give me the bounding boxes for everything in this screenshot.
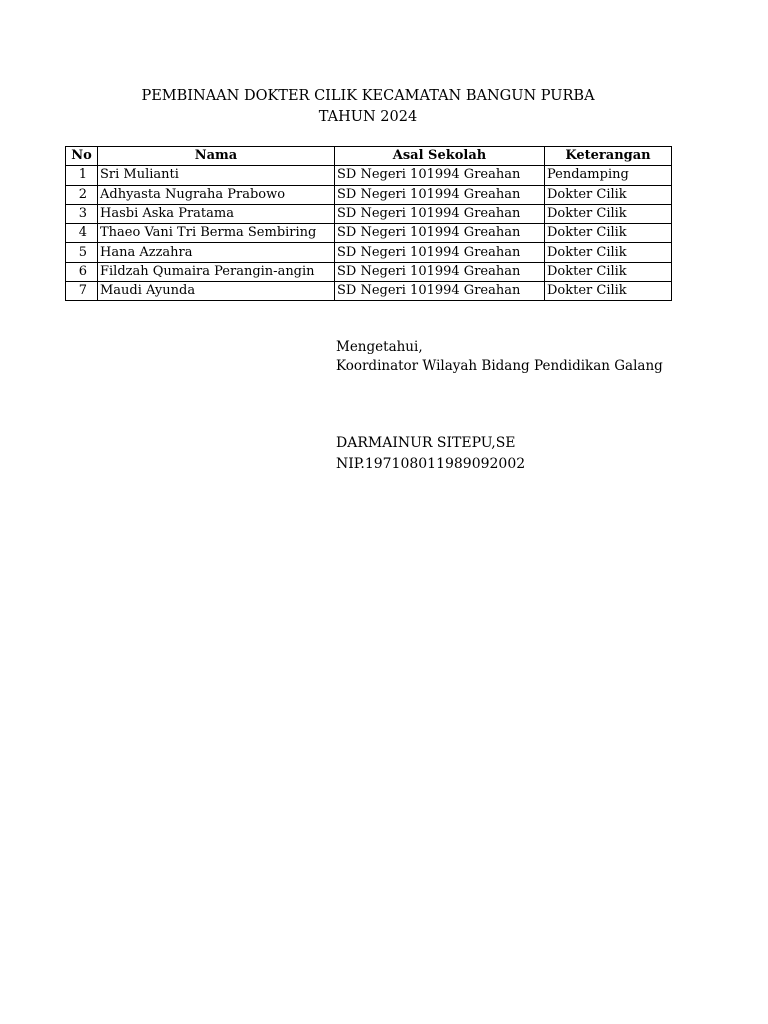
cell-asal-sekolah: SD Negeri 101994 Greahan [335,262,545,281]
cell-keterangan: Dokter Cilik [545,224,672,243]
cell-nama: Fildzah Qumaira Perangin-angin [98,262,335,281]
participants-table [65,146,672,301]
acknowledged-label: Mengetahui, [336,339,423,355]
signatory-name: DARMAINUR SITEPU,SE [336,435,516,451]
table-row [66,243,672,262]
cell-nama: Thaeo Vani Tri Berma Sembiring [98,224,335,243]
cell-keterangan: Dokter Cilik [545,204,672,223]
cell-nama: Adhyasta Nugraha Prabowo [98,185,335,204]
cell-no: 1 [66,166,98,185]
document-year: TAHUN 2024 [318,109,418,125]
cell-asal-sekolah: SD Negeri 101994 Greahan [335,166,545,185]
header-nama: Nama [98,147,335,166]
cell-nama: Hasbi Aska Pratama [98,204,335,223]
signatory-nip: NIP.197108011989092002 [336,456,526,472]
cell-nama: Hana Azzahra [98,243,335,262]
cell-keterangan: Pendamping [545,166,672,185]
cell-no: 7 [66,282,98,301]
header-keterangan: Keterangan [545,147,672,166]
table-row [66,185,672,204]
cell-asal-sekolah: SD Negeri 101994 Greahan [335,224,545,243]
table-row [66,204,672,223]
cell-asal-sekolah: SD Negeri 101994 Greahan [335,185,545,204]
cell-keterangan: Dokter Cilik [545,262,672,281]
cell-no: 4 [66,224,98,243]
cell-no: 3 [66,204,98,223]
signatory-position: Koordinator Wilayah Bidang Pendidikan Galang [336,358,663,374]
document-title: PEMBINAAN DOKTER CILIK KECAMATAN BANGUN PURBA [141,88,595,104]
cell-no: 5 [66,243,98,262]
header-no: No [66,147,98,166]
table-row [66,224,672,243]
cell-no: 6 [66,262,98,281]
cell-asal-sekolah: SD Negeri 101994 Greahan [335,243,545,262]
cell-asal-sekolah: SD Negeri 101994 Greahan [335,204,545,223]
table-row [66,262,672,281]
cell-keterangan: Dokter Cilik [545,243,672,262]
cell-nama: Sri Mulianti [98,166,335,185]
table-row [66,282,672,301]
table-row [66,166,672,185]
cell-keterangan: Dokter Cilik [545,185,672,204]
cell-nama: Maudi Ayunda [98,282,335,301]
cell-no: 2 [66,185,98,204]
cell-keterangan: Dokter Cilik [545,282,672,301]
header-asal-sekolah: Asal Sekolah [335,147,545,166]
cell-asal-sekolah: SD Negeri 101994 Greahan [335,282,545,301]
table-header-row [66,147,672,166]
